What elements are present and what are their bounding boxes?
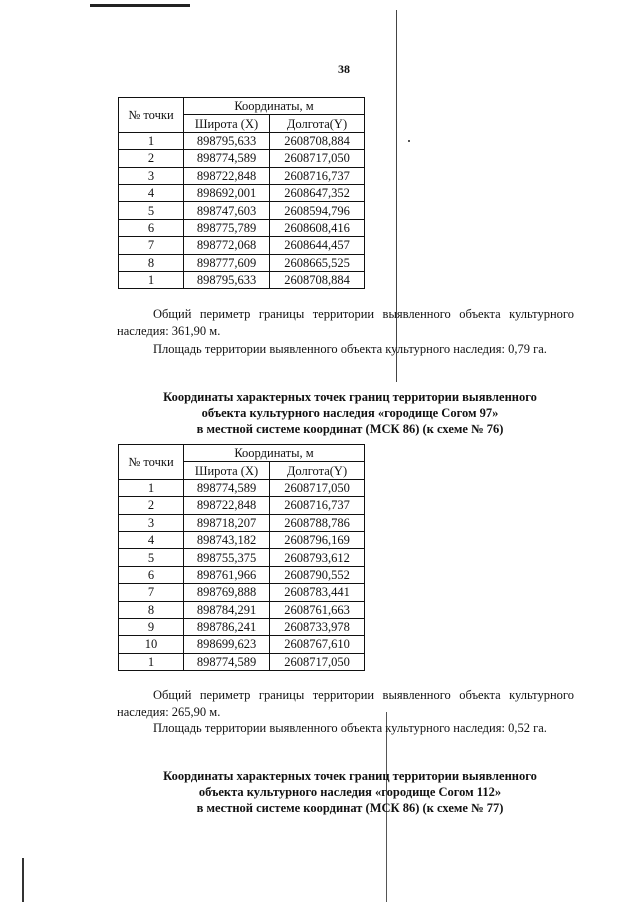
point-number-cell: 10: [119, 636, 184, 653]
latitude-cell: 898774,589: [184, 653, 270, 670]
header-latitude: Широта (X): [184, 462, 270, 479]
longitude-cell: 2608708,884: [270, 271, 365, 288]
point-number-cell: 3: [119, 167, 184, 184]
latitude-cell: 898747,603: [184, 202, 270, 219]
longitude-cell: 2608717,050: [270, 479, 365, 496]
header-longitude: Долгота(Y): [270, 115, 365, 132]
table-row: [119, 167, 365, 184]
longitude-cell: 2608796,169: [270, 531, 365, 548]
latitude-cell: 898755,375: [184, 549, 270, 566]
scan-artifact-line: [90, 4, 190, 7]
area-text-2: Площадь территории выявленного объекта культурного наследия: 0,52 га.: [153, 721, 547, 735]
table-row: [119, 653, 365, 670]
table-row: [119, 584, 365, 601]
longitude-cell: 2608644,457: [270, 237, 365, 254]
table-row: [119, 237, 365, 254]
table-row: [119, 479, 365, 496]
scan-artifact-line: [22, 858, 24, 902]
table-row: [119, 636, 365, 653]
header-latitude: Широта (X): [184, 115, 270, 132]
area-text-1: Площадь территории выявленного объекта культурного наследия: 0,79 га.: [153, 342, 547, 356]
latitude-cell: 898774,589: [184, 479, 270, 496]
point-number-cell: 7: [119, 584, 184, 601]
point-number-cell: 8: [119, 601, 184, 618]
table-row: [119, 150, 365, 167]
latitude-cell: 898795,633: [184, 271, 270, 288]
point-number-cell: 2: [119, 150, 184, 167]
section-heading-2: Координаты характерных точек границ территории выявленного объекта культурного наследия «городище Согом 97» в местной системе координат (МСК 86) (к схеме № 76): [163, 390, 537, 436]
coordinates-table-1: [118, 97, 365, 289]
latitude-cell: 898718,207: [184, 514, 270, 531]
longitude-cell: 2608647,352: [270, 184, 365, 201]
longitude-cell: 2608793,612: [270, 549, 365, 566]
point-number-cell: 1: [119, 653, 184, 670]
longitude-cell: 2608767,610: [270, 636, 365, 653]
table-row: [119, 219, 365, 236]
point-number-cell: 2: [119, 497, 184, 514]
point-number-cell: 5: [119, 202, 184, 219]
latitude-cell: 898761,966: [184, 566, 270, 583]
point-number-cell: 1: [119, 132, 184, 149]
longitude-cell: 2608717,050: [270, 653, 365, 670]
table-row: [119, 497, 365, 514]
table-row: [119, 202, 365, 219]
table-row: [119, 618, 365, 635]
point-number-cell: 1: [119, 479, 184, 496]
coordinates-table-2: [118, 444, 365, 671]
point-number-cell: 9: [119, 618, 184, 635]
longitude-cell: 2608783,441: [270, 584, 365, 601]
longitude-cell: 2608665,525: [270, 254, 365, 271]
longitude-cell: 2608733,978: [270, 618, 365, 635]
page-number: 38: [338, 62, 350, 76]
latitude-cell: 898722,848: [184, 497, 270, 514]
table-row: [119, 566, 365, 583]
header-point-number: № точки: [119, 98, 184, 133]
table-row: [119, 514, 365, 531]
longitude-cell: 2608716,737: [270, 167, 365, 184]
latitude-cell: 898692,001: [184, 184, 270, 201]
point-number-cell: 1: [119, 271, 184, 288]
latitude-cell: 898777,609: [184, 254, 270, 271]
section-heading-3: Координаты характерных точек границ территории выявленного объекта культурного наследия «городище Согом 112» в местной системе координат (МСК 86) (к схеме № 77): [163, 769, 537, 815]
table-row: [119, 254, 365, 271]
longitude-cell: 2608788,786: [270, 514, 365, 531]
latitude-cell: 898769,888: [184, 584, 270, 601]
point-number-cell: 4: [119, 184, 184, 201]
table-row: [119, 271, 365, 288]
latitude-cell: 898743,182: [184, 531, 270, 548]
point-number-cell: 8: [119, 254, 184, 271]
table-row: [119, 132, 365, 149]
table-row: [119, 549, 365, 566]
scan-artifact-dot: [408, 140, 410, 142]
latitude-cell: 898774,589: [184, 150, 270, 167]
point-number-cell: 6: [119, 566, 184, 583]
longitude-cell: 2608790,552: [270, 566, 365, 583]
perimeter-text-1: Общий периметр границы территории выявленного объекта культурного наследия: 361,90 м.: [117, 307, 574, 338]
point-number-cell: 5: [119, 549, 184, 566]
latitude-cell: 898772,068: [184, 237, 270, 254]
longitude-cell: 2608608,416: [270, 219, 365, 236]
point-number-cell: 3: [119, 514, 184, 531]
table-row: [119, 531, 365, 548]
longitude-cell: 2608708,884: [270, 132, 365, 149]
table-row: [119, 601, 365, 618]
longitude-cell: 2608716,737: [270, 497, 365, 514]
perimeter-text-2: Общий периметр границы территории выявленного объекта культурного наследия: 265,90 м.: [117, 688, 574, 719]
latitude-cell: 898795,633: [184, 132, 270, 149]
longitude-cell: 2608761,663: [270, 601, 365, 618]
header-coordinates: Координаты, м: [184, 445, 365, 462]
header-coordinates: Координаты, м: [184, 98, 365, 115]
longitude-cell: 2608594,796: [270, 202, 365, 219]
header-point-number: № точки: [119, 445, 184, 480]
header-longitude: Долгота(Y): [270, 462, 365, 479]
latitude-cell: 898775,789: [184, 219, 270, 236]
point-number-cell: 7: [119, 237, 184, 254]
latitude-cell: 898699,623: [184, 636, 270, 653]
longitude-cell: 2608717,050: [270, 150, 365, 167]
point-number-cell: 6: [119, 219, 184, 236]
table-row: [119, 184, 365, 201]
point-number-cell: 4: [119, 531, 184, 548]
latitude-cell: 898722,848: [184, 167, 270, 184]
latitude-cell: 898784,291: [184, 601, 270, 618]
latitude-cell: 898786,241: [184, 618, 270, 635]
